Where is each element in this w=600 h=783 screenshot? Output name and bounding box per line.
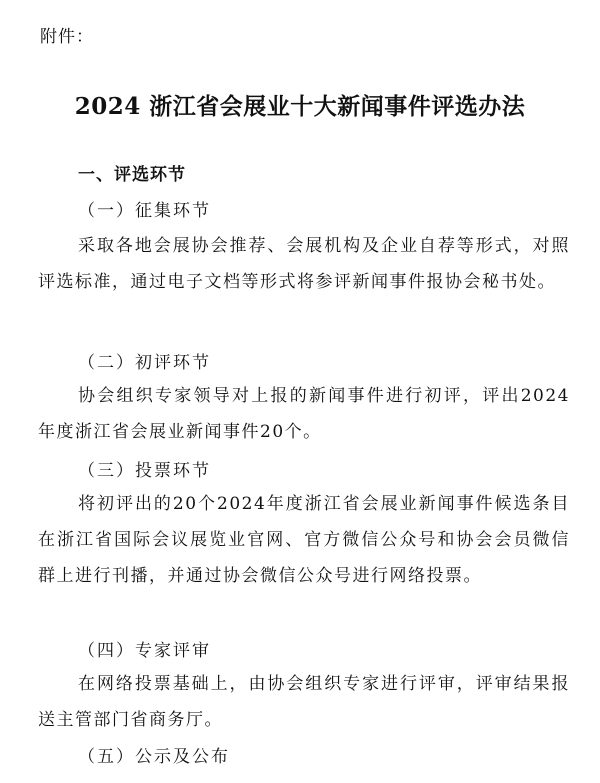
subsection-heading-expert-review: （四）专家评审	[78, 641, 211, 661]
subsection-heading-publicity: （五）公示及公布	[78, 747, 230, 767]
paragraph-preliminary: 协会组织专家领导对上报的新闻事件进行初评，评出2024年度浙江省会展业新闻事件20个。	[38, 386, 570, 442]
attachment-label: 附件：	[40, 27, 94, 47]
document-title: 2024 浙江省会展业十大新闻事件评选办法	[74, 93, 526, 120]
paragraph-voting: 将初评出的20个2024年度浙江省会展业新闻事件候选条目在浙江省国际会议展览业官网、官方微信公众号和协会会员微信群上进行刊播，并通过协会微信公众号进行网络投票。	[38, 494, 570, 586]
subsection-heading-preliminary: （二）初评环节	[78, 353, 211, 373]
paragraph-expert-review: 在网络投票基础上，由协会组织专家进行评审，评审结果报送主管部门省商务厅。	[38, 674, 570, 730]
subsection-heading-collection: （一）征集环节	[78, 201, 211, 221]
subsection-heading-voting: （三）投票环节	[78, 461, 211, 481]
paragraph-collection: 采取各地会展协会推荐、会展机构及企业自荐等形式，对照评选标准，通过电子文档等形式将参评新闻事件报协会秘书处。	[38, 236, 570, 292]
section-heading: 一、评选环节	[78, 165, 186, 185]
